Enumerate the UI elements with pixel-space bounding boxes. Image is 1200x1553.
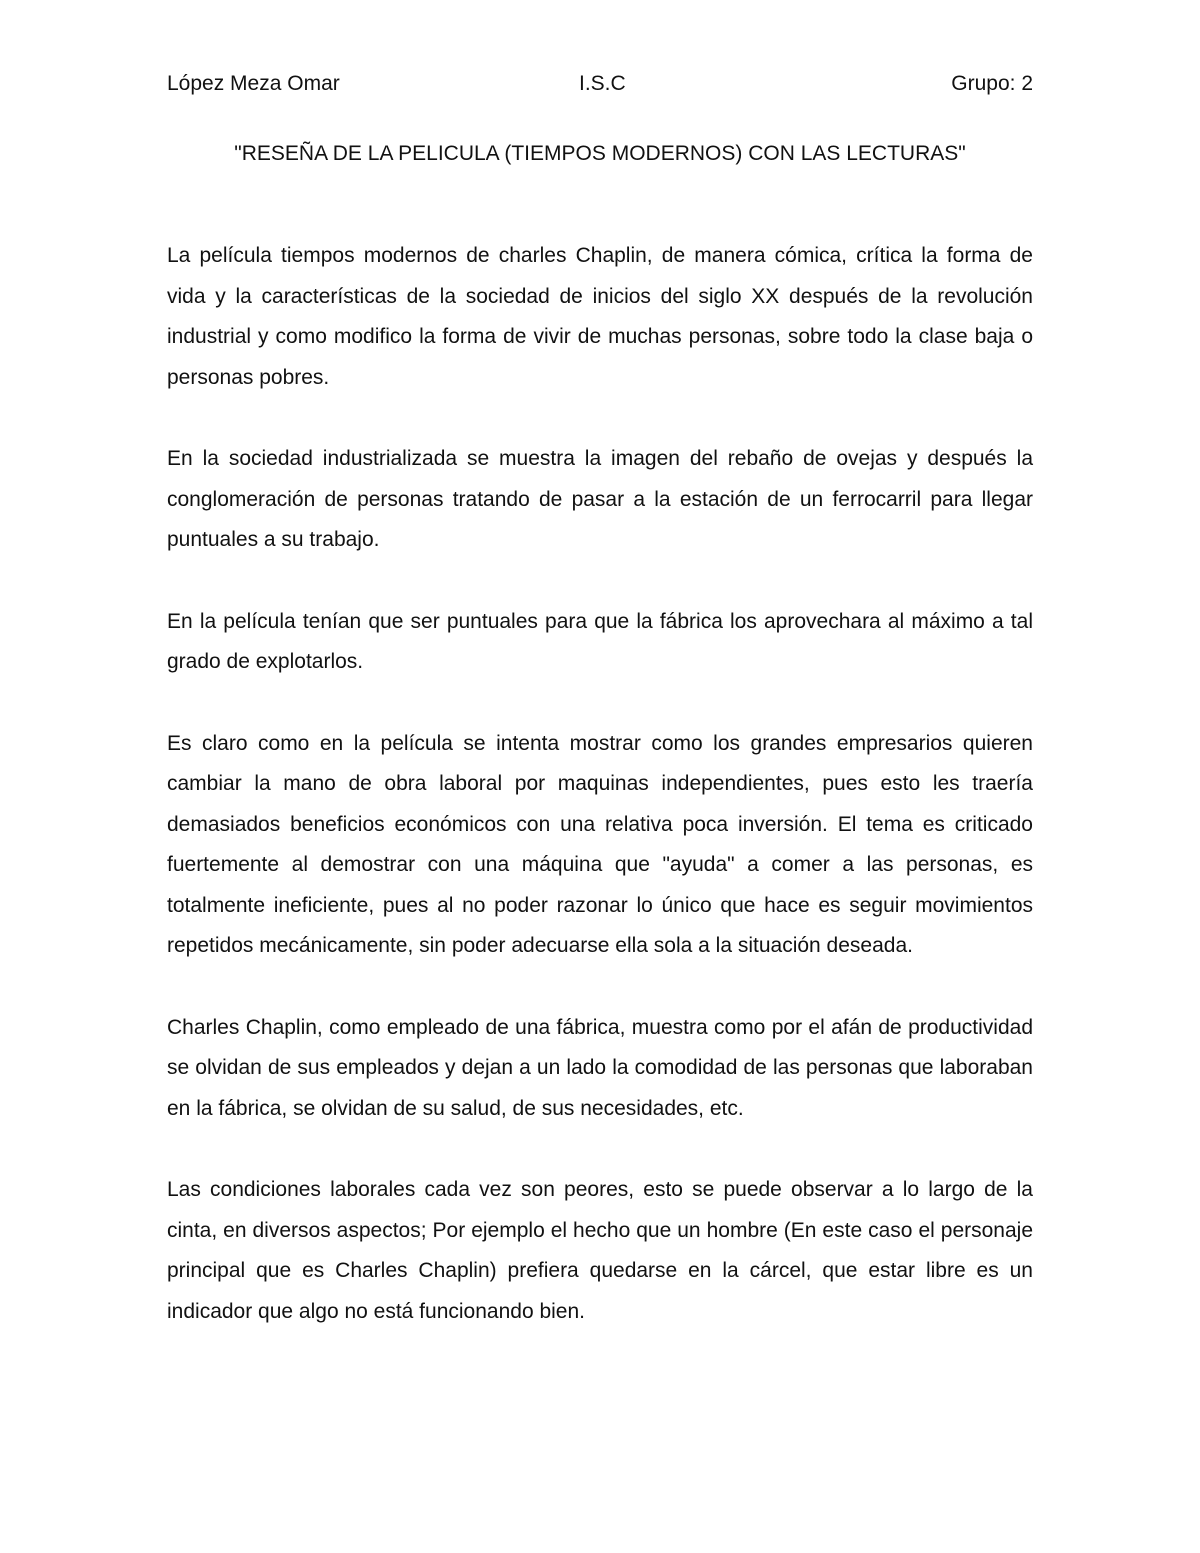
paragraph: Las condiciones laborales cada vez son peores, esto se puede observar a lo largo de la cinta, en diversos aspectos; Por ejemplo el hecho que un hombre (En este caso el personaje principal que es Charles Chaplin) prefiera quedarse en la cárcel, que estar libre es un indicador que algo no está funcionando bien. <box>167 1178 1033 1323</box>
paragraph: Es claro como en la película se intenta mostrar como los grandes empresarios quieren cambiar la mano de obra laboral por maquinas independientes, pues esto les traería demasiados beneficios económicos con una relativa poca inversión. El tema es criticado fuertemente al demostrar con una máquina que "ayuda" a comer a las personas, es totalmente ineficiente, pues al no poder razonar lo único que hace es seguir movimientos repetidos mecánicamente, sin poder adecuarse ella sola a la situación deseada. <box>167 731 1033 957</box>
author-name: López Meza Omar <box>167 72 340 95</box>
career-label: I.S.C <box>579 72 626 95</box>
paragraph: En la película tenían que ser puntuales para que la fábrica los aprovechara al máximo a tal grado de explotarlos. <box>167 609 1033 673</box>
paragraph: Charles Chaplin, como empleado de una fábrica, muestra como por el afán de productividad se olvidan de sus empleados y dejan a un lado la comodidad de las personas que laboraban en la fábrica, se olvidan de su salud, de sus necesidades, etc. <box>167 1015 1033 1120</box>
page-header <box>167 70 1033 100</box>
document-page <box>167 0 1033 1553</box>
group-label: Grupo: 2 <box>951 72 1033 95</box>
paragraph: La película tiempos modernos de charles Chaplin, de manera cómica, crítica la forma de vida y la características de la sociedad de inicios del siglo XX después de la revolución industrial y como modifico la forma de vivir de muchas personas, sobre todo la clase baja o personas pobres. <box>167 244 1033 389</box>
document-body <box>167 236 1033 1373</box>
document-title: "RESEÑA DE LA PELICULA (TIEMPOS MODERNOS) CON LAS LECTURAS" <box>234 142 966 165</box>
paragraph: En la sociedad industrializada se muestra la imagen del rebaño de ovejas y después la conglomeración de personas tratando de pasar a la estación de un ferrocarril para llegar puntuales a su trabajo. <box>167 447 1033 551</box>
